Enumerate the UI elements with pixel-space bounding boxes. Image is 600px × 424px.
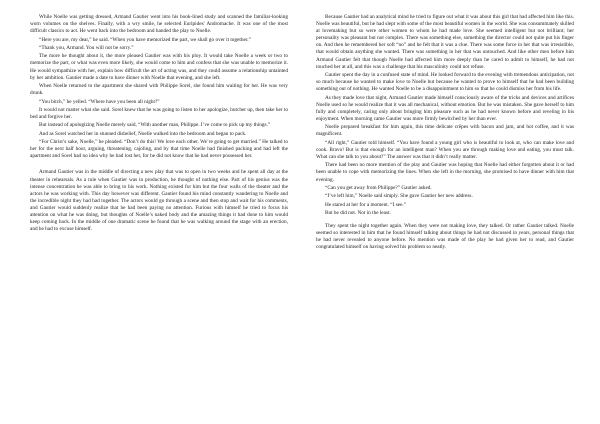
- paragraph: They spent the night together again. When they were not making love, they talked. Or rather Gautier talked. Noelle seemed so interested in him that he found himself talking about things he had not discussed in years, personal things that he had never revealed to anyone before. No mention was made of the play he had given her to read, and Gautier congratulated himself on having solved his problem so neatly.: [316, 223, 574, 251]
- paragraph: “I’ve left him,” Noelle said simply. She gave Gautier her new address.: [325, 193, 473, 200]
- paragraph: The more he thought about it, the more pleased Gautier was with his ploy. It would take Noelle a week or two to memorize the part, or what was even more likely, she would come to him and confess that she was unable to memorize it. He would sympathize with her, explain how difficult the art of acting was, and they could assume a relationship untainted by her ambition. Gautier made a date to have dinner with Noelle that evening, and she left.: [30, 53, 288, 81]
- paragraph: Armand Gautier was in the middle of directing a new play that was to open in two weeks and he spent all day at the theater in rehearsals. As a rule when Gautier was in production, he thought of nothing else. Part of his genius was the intense concentration he was able to bring to his work. Nothing existed for him but the four walls of the theater and the actors he was working with. This day however was different. Gautier found his mind constantly wandering to Noelle and the incredible night they had had together. The actors would go through a scene and then stop and wait for his comments, and Gautier would suddenly realize that he had been paying no attention. Furious with himself he tried to focus his attention on what he was doing, but thoughts of Noelle’s naked body and the amazing things it had done to him would keep coming back. In the middle of one dramatic scene he found that he was walking around the stage with an erection, and he had to excuse himself.: [30, 169, 288, 233]
- paragraph: “You bitch,” he yelled. “Where have you been all night?”: [39, 98, 160, 105]
- paragraph: While Noelle was getting dressed, Armand Gautier went into his book-lined study and scanned the familiar-looking worn volumes on the shelves. Finally, with a wry smile, he selected Euripides' Andromache. It was one of the most difficult classics to act. He went back into the bedroom and handed the play to Noelle.: [30, 14, 288, 35]
- paragraph: When Noelle returned to the apartment she shared with Philippe Sorel, she found him waiting for her. He was very drunk.: [30, 83, 288, 97]
- paragraph: Gautier spent the day in a confused state of mind. He looked forward to the evening with tremendous anticipation, not so much because he wanted to make love to Noelle but because he wanted to prove to himself that he had been building something out of nothing. He wanted Noelle to be a disappointment to him so that he could dismiss her from his life.: [316, 72, 574, 93]
- paragraph: But he did not. Not in the least.: [325, 210, 391, 217]
- paragraph: Because Gautier had an analytical mind he tried to figure out what it was about this girl that had affected him like this. Noelle was beautiful, but he had slept with some of the most beautiful women in the world. She was consummately skilled at lovemaking but so were other women to whom he had made love. She seemed intelligent but not brilliant; her personality was pleasant but not complex. There was something else, something the director could not quite put his finger on. And then he remembered her soft “no” and he felt that it was a clue. There was some force in her that was irresistible, that would obtain anything she wanted. There was something in her that was untouched. And like other men before him Armand Gautier felt that though Noelle had affected him more deeply than he cared to admit to himself, he had not touched her at all, and this was a challenge that his masculinity could not refuse.: [316, 14, 574, 70]
- paragraph: “Here you are, my dear,” he said. “When you have memorized the part, we shall go over it together.”: [39, 36, 251, 43]
- paragraph: He stared at her for a moment. “I see.”: [325, 201, 407, 208]
- right-text-column: [316, 14, 574, 414]
- paragraph: “For Christ’s sake, Noelle,” he pleaded. “Don’t do this! We love each other. We’re going to get married.” He talked to her for the next half hour, arguing, threatening, cajoling, and by that time Noelle had finished packing and had left the apartment and Sorel had no idea why he had lost her, for he did not know that he had never possessed her.: [30, 139, 288, 160]
- paragraph: It would not matter what she said. Sorel knew that he was going to listen to her apologize, butcher up, then take her to bed and forgive her.: [30, 106, 288, 120]
- paragraph: “Can you get away from Philippe?” Gautier asked.: [325, 184, 432, 191]
- paragraph: But instead of apologizing Noelle merely said, “With another man, Philippe. I’ve come to pick up my things.”: [39, 122, 271, 129]
- paragraph: There had been no more mention of the play and Gautier was hoping that Noelle had either forgotten about it or had been unable to cope with memorizing the lines. When she left in the morning, she promised to have dinner with him that evening.: [316, 162, 574, 183]
- paragraph: As they made love that night, Armand Gautier made himself consciously aware of the tricks and devices and artifices Noelle used so he would realize that it was all mechanical, without emotion. But he was mistaken. She gave herself to him fully and completely, caring only about bringing him pleasure such as he had never known before and reveling in his enjoyment. When morning came Gautier was more firmly bewitched by her than ever.: [316, 94, 574, 122]
- paragraph: “Thank you, Armand. You will not be sorry.”: [39, 44, 134, 51]
- paragraph: And as Sorel watched her in stunned disbelief, Noelle walked into the bedroom and began to pack.: [39, 130, 247, 137]
- paragraph: Noelle prepared breakfast for him again, this time delicate crêpes with bacon and jam, and hot coffee, and it was magnificent.: [316, 124, 574, 138]
- left-text-column: [30, 14, 288, 414]
- paragraph: “All right,” Gautier told himself. “You have found a young girl who is beautiful to look at, who can make love and cook. Bravo! But is that enough for an intelligent man? When you are through making love and eating, you must talk. What can she talk to you about?” The answer was that it didn’t really matter.: [316, 139, 574, 160]
